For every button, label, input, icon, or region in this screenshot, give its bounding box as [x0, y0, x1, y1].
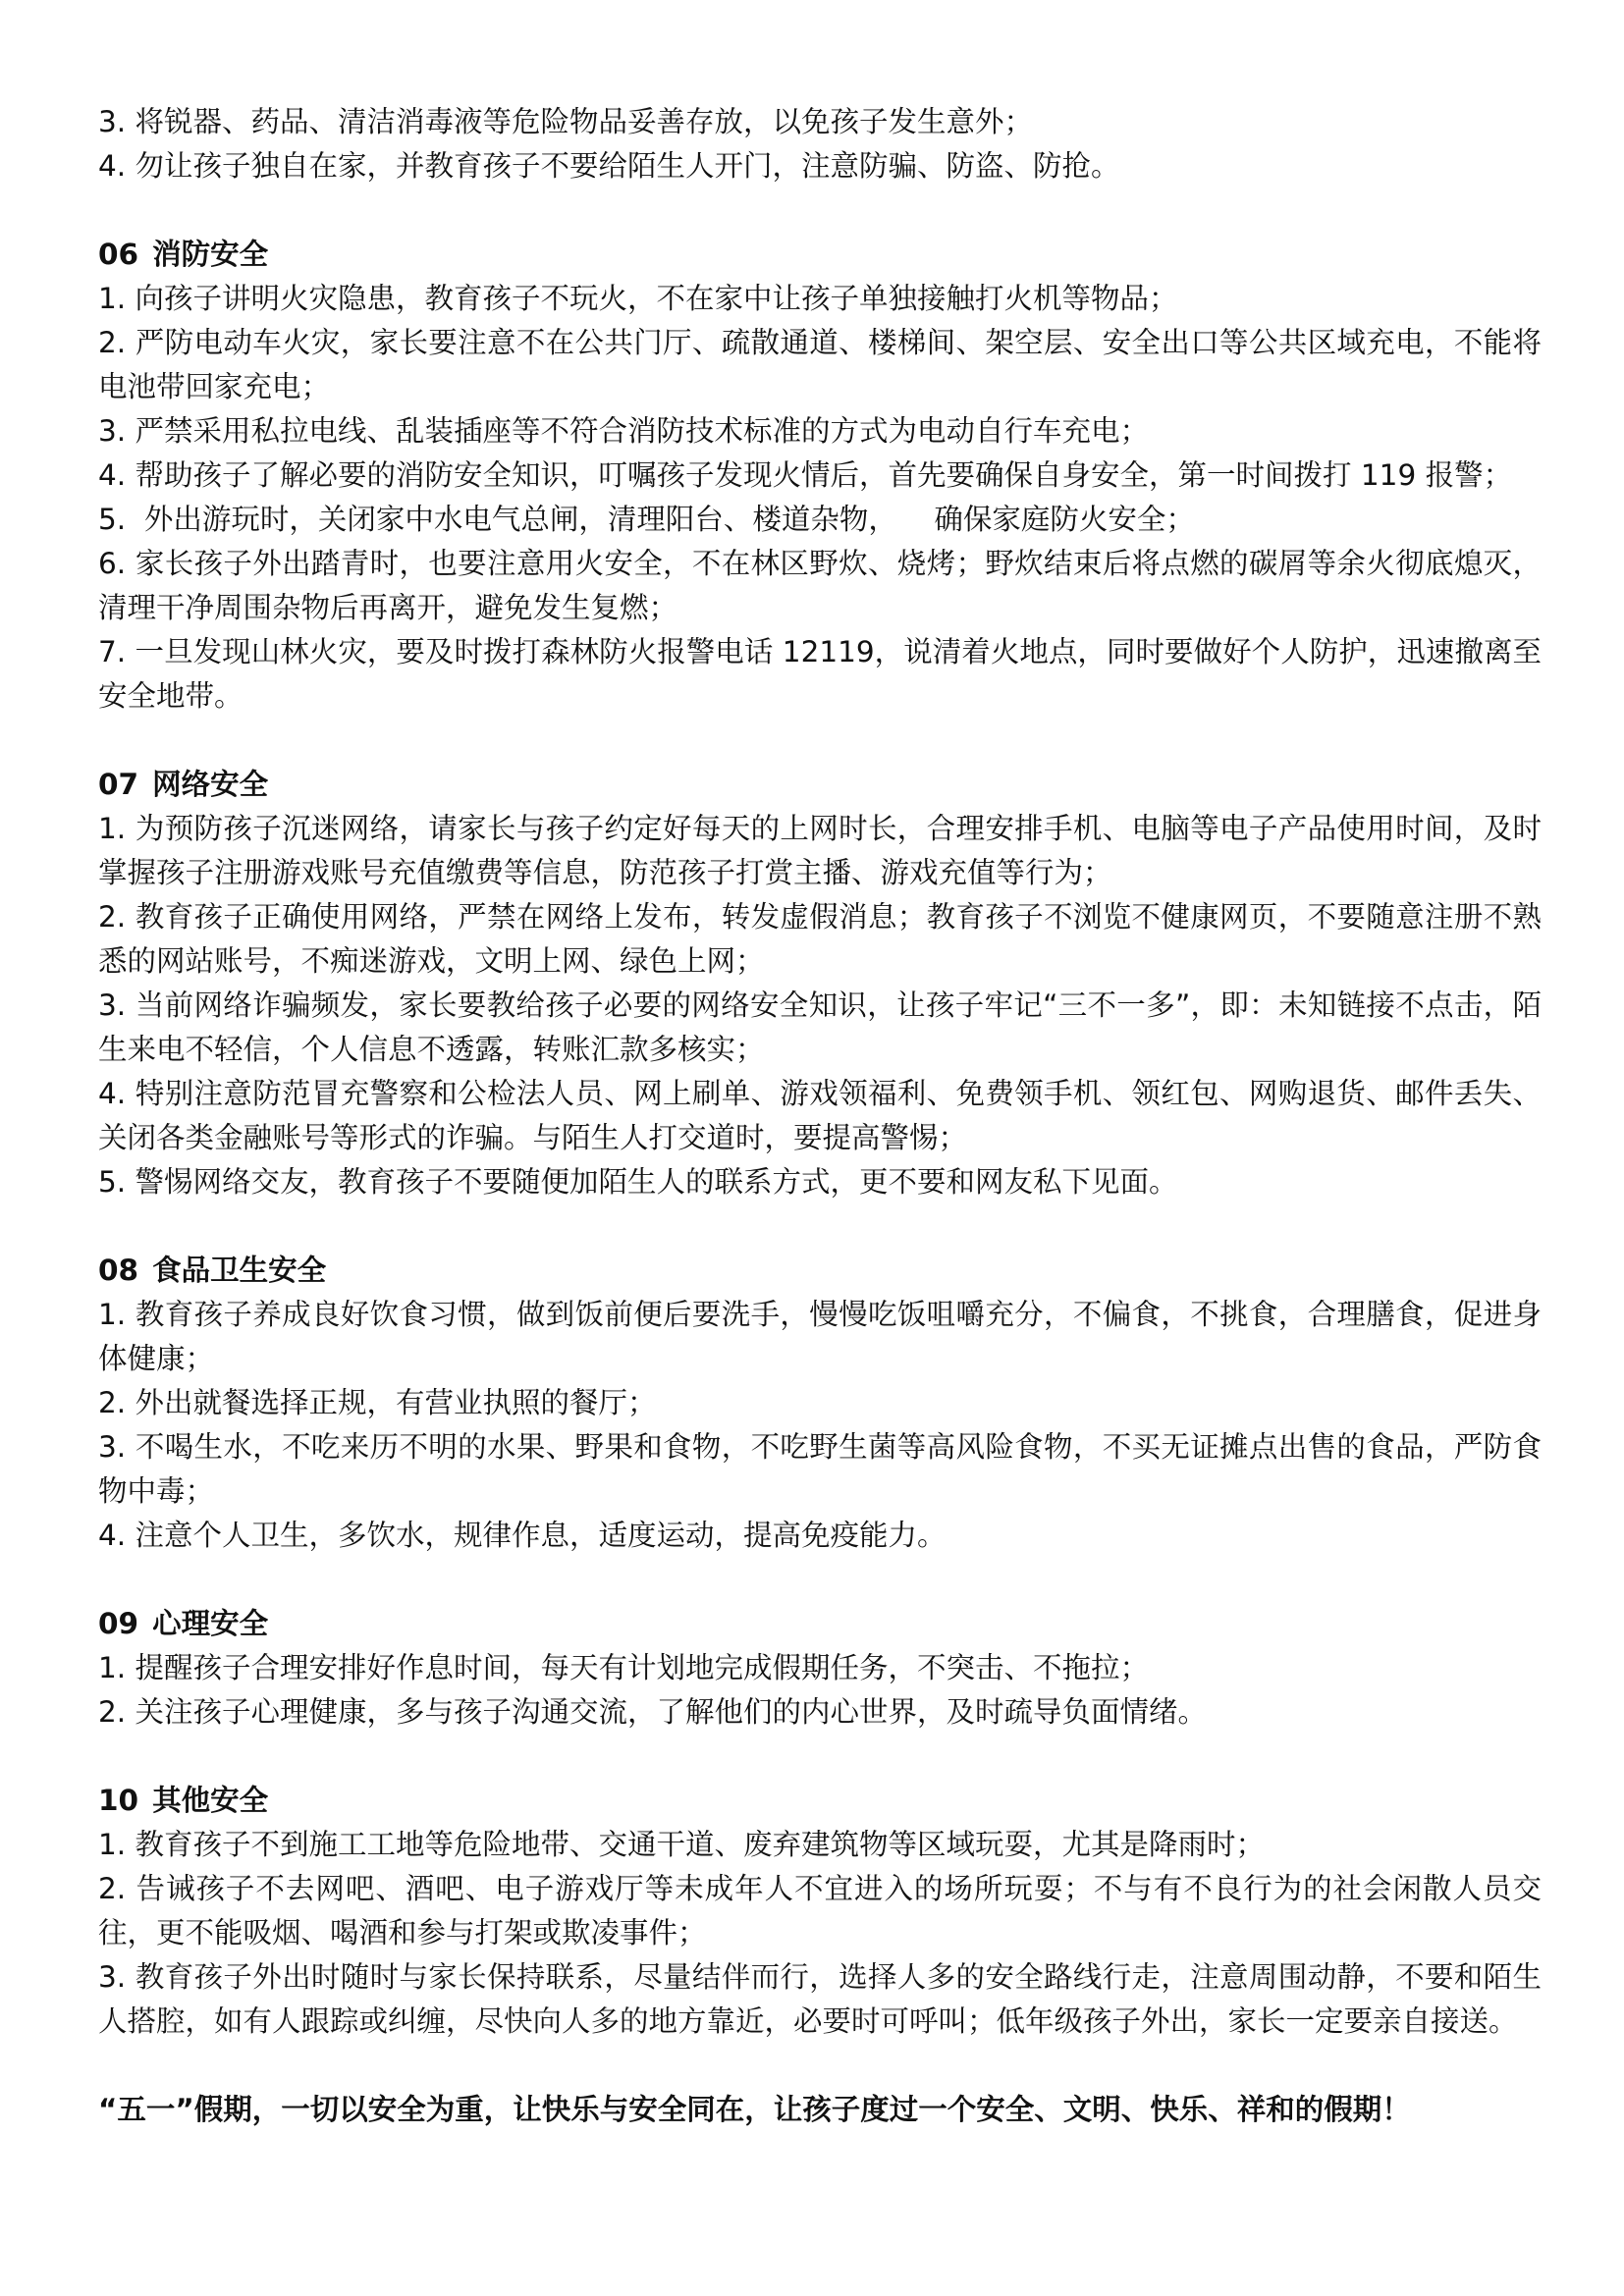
- list-item: 2. 外出就餐选择正规，有营业执照的餐厅；: [98, 1386, 657, 1419]
- section-number: 10: [98, 1784, 139, 1817]
- intro-list: [98, 100, 1542, 188]
- list-item: 1. 教育孩子养成良好饮食习惯，做到饭前便后要洗手，慢慢吃饭咀嚼充分，不偏食，不挑食，合理膳食，促进身体健康；: [98, 1298, 1542, 1375]
- list-item: 4. 帮助孩子了解必要的消防安全知识，叮嘱孩子发现火情后，首先要确保自身安全，第一时间拨打 119 报警；: [98, 458, 1513, 492]
- section-title: 心理安全: [152, 1607, 269, 1640]
- section-heading: [98, 1779, 1542, 1823]
- section-fire-safety: [98, 233, 1542, 719]
- list-item: 3. 严禁采用私拉电线、乱装插座等不符合消防技术标准的方式为电动自行车充电；: [98, 414, 1150, 448]
- list-item: 2. 关注孩子心理健康，多与孩子沟通交流，了解他们的内心世界，及时疏导负面情绪。: [98, 1695, 1208, 1729]
- section-food-safety: [98, 1249, 1542, 1558]
- section-heading: [98, 1602, 1542, 1646]
- section-title: 食品卫生安全: [152, 1254, 327, 1287]
- section-heading: [98, 1249, 1542, 1293]
- section-heading: [98, 763, 1542, 807]
- list-item: 4. 特别注意防范冒充警察和公检法人员、网上刷单、游戏领福利、免费领手机、领红包、网购退货、邮件丢失、关闭各类金融账号等形式的诈骗。与陌生人打交道时，要提高警惕；: [98, 1077, 1542, 1154]
- section-number: 08: [98, 1254, 139, 1287]
- list-item: 3. 当前网络诈骗频发，家长要教给孩子必要的网络安全知识，让孩子牢记“三不一多”，即：未知链接不点击，陌生来电不轻信，个人信息不透露，转账汇款多核实；: [98, 988, 1542, 1066]
- section-number: 09: [98, 1607, 139, 1640]
- section-heading: [98, 233, 1542, 277]
- section-other-safety: [98, 1779, 1542, 2044]
- section-title: 消防安全: [152, 238, 269, 271]
- list-item: 3. 教育孩子外出时随时与家长保持联系，尽量结伴而行，选择人多的安全路线行走，注意周围动静，不要和陌生人搭腔，如有人跟踪或纠缠，尽快向人多的地方靠近，必要时可呼叫；低年级孩子外出，家长一定要亲自接送。: [98, 1960, 1542, 2038]
- list-item: 5. 警惕网络交友，教育孩子不要随便加陌生人的联系方式，更不要和网友私下见面。: [98, 1165, 1178, 1199]
- section-number: 06: [98, 238, 139, 271]
- document-page: [98, 100, 1542, 2162]
- section-network-safety: [98, 763, 1542, 1204]
- section-title: 网络安全: [152, 768, 269, 801]
- list-item: 6. 家长孩子外出踏青时，也要注意用火安全，不在林区野炊、烧烤；野炊结束后将点燃的碳屑等余火彻底熄灭，清理干净周围杂物后再离开，避免发生复燃；: [98, 547, 1542, 624]
- section-title: 其他安全: [152, 1784, 269, 1817]
- list-item: 2. 教育孩子正确使用网络，严禁在网络上发布，转发虚假消息；教育孩子不浏览不健康网页，不要随意注册不熟悉的网站账号，不痴迷游戏，文明上网、绿色上网；: [98, 900, 1542, 978]
- section-number: 07: [98, 768, 139, 801]
- list-item: 2. 严防电动车火灾，家长要注意不在公共门厅、疏散通道、楼梯间、架空层、安全出口等公共区域充电，不能将电池带回家充电；: [98, 326, 1542, 403]
- list-item: 1. 教育孩子不到施工工地等危险地带、交通干道、废弃建筑物等区域玩耍，尤其是降雨时；: [98, 1828, 1266, 1861]
- list-item: 5. 外出游玩时，关闭家中水电气总闸，清理阳台、楼道杂物， 确保家庭防火安全；: [98, 503, 1195, 536]
- section-psychological-safety: [98, 1602, 1542, 1735]
- list-item: 2. 告诫孩子不去网吧、酒吧、电子游戏厅等未成年人不宜进入的场所玩耍；不与有不良行为的社会闲散人员交往，更不能吸烟、喝酒和参与打架或欺凌事件；: [98, 1872, 1542, 1949]
- list-item: 1. 为预防孩子沉迷网络，请家长与孩子约定好每天的上网时长，合理安排手机、电脑等电子产品使用时间，及时掌握孩子注册游戏账号充值缴费等信息，防范孩子打赏主播、游戏充值等行为；: [98, 812, 1542, 889]
- list-item: 4. 勿让孩子独自在家，并教育孩子不要给陌生人开门，注意防骗、防盗、防抢。: [98, 149, 1120, 183]
- list-item: 1. 提醒孩子合理安排好作息时间，每天有计划地完成假期任务，不突击、不拖拉；: [98, 1651, 1150, 1684]
- closing-statement: “五一”假期，一切以安全为重，让快乐与安全同在，让孩子度过一个安全、文明、快乐、祥和的假期！: [98, 2093, 1411, 2126]
- list-item: 4. 注意个人卫生，多饮水，规律作息，适度运动，提高免疫能力。: [98, 1519, 947, 1552]
- list-item: 3. 不喝生水，不吃来历不明的水果、野果和食物，不吃野生菌等高风险食物，不买无证摊点出售的食品，严防食物中毒；: [98, 1430, 1542, 1508]
- list-item: 3. 将锐器、药品、清洁消毒液等危险物品妥善存放，以免孩子发生意外；: [98, 105, 1034, 138]
- list-item: 1. 向孩子讲明火灾隐患，教育孩子不玩火，不在家中让孩子单独接触打火机等物品；: [98, 282, 1178, 315]
- list-item: 7. 一旦发现山林火灾，要及时拨打森林防火报警电话 12119，说清着火地点，同时要做好个人防护，迅速撤离至安全地带。: [98, 635, 1542, 713]
